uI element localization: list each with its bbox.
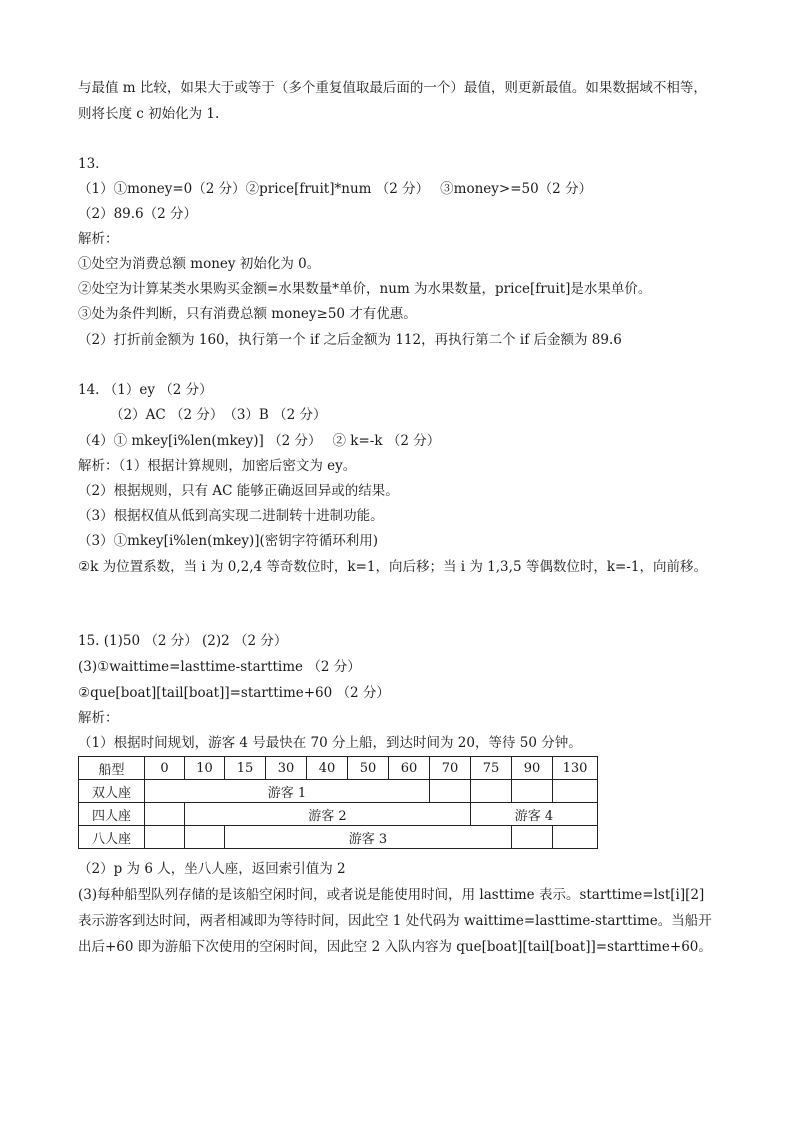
analysis-heading: 解析： — [78, 710, 119, 726]
text-line: ②处空为计算某类水果购买金额=水果数量*单价，num 为水果数量，price[fruit]是水果单价。 — [78, 281, 652, 297]
text-line: （3）根据权值从低到高实现二进制转十进制功能。 — [78, 508, 384, 524]
table-header-cell: 40 — [307, 757, 348, 780]
empty-cell — [145, 803, 185, 826]
table-header-cell: 30 — [266, 757, 307, 780]
table-header-cell: 90 — [512, 757, 553, 780]
answer-line: （1）①money=0（2 分）②price[fruit]*num （2 分） ③money>=50（2 分） — [78, 181, 593, 197]
text-line: ①处空为消费总额 money 初始化为 0。 — [78, 256, 321, 272]
text-line: 则将长度 c 初始化为 1. — [78, 106, 220, 122]
answer-line: ②que[boat][tail[boat]]=starttime+60 （2 分） — [78, 685, 390, 701]
table-header-cell: 0 — [145, 757, 185, 780]
answer-line: 14. （1）ey （2 分） — [78, 382, 213, 398]
text-line: （2）p 为 6 人，坐八人座，返回索引值为 2 — [78, 861, 346, 877]
visitor-span: 游客 1 — [145, 780, 430, 803]
table-header-cell: 50 — [348, 757, 389, 780]
visitor-span: 游客 3 — [225, 826, 512, 849]
empty-cell — [471, 780, 512, 803]
row-label: 四人座 — [79, 803, 145, 826]
table-header-cell: 10 — [185, 757, 225, 780]
text-line: 与最值 m 比较，如果大于或等于（多个重复值取最后面的一个）最值，则更新最值。如果数据域不相等， — [78, 80, 707, 96]
answer-line: （2）AC （2 分） （3）B （2 分） — [110, 407, 327, 423]
empty-cell — [185, 826, 225, 849]
table-row — [79, 803, 598, 826]
text-line: 表示游客到达时间，两者相减即为等待时间，因此空 1 处代码为 waittime=lasttime-starttime。当船开 — [78, 913, 712, 929]
text-line: （2）根据规则，只有 AC 能够正确返回异或的结果。 — [78, 483, 399, 499]
table-header-cell: 60 — [389, 757, 430, 780]
row-label: 双人座 — [79, 780, 145, 803]
empty-cell — [145, 826, 185, 849]
empty-cell — [512, 780, 553, 803]
table-header-cell: 70 — [430, 757, 471, 780]
text-line: （1）根据时间规划，游客 4 号最快在 70 分上船，到达时间为 20，等待 50 分钟。 — [78, 735, 582, 751]
boat-schedule-table — [78, 756, 598, 849]
table-header-row — [79, 757, 598, 780]
text-line: （2）打折前金额为 160，执行第一个 if 之后金额为 112，再执行第二个 if 后金额为 89.6 — [78, 332, 622, 348]
question-number: 13. — [78, 156, 100, 172]
empty-cell — [512, 826, 553, 849]
visitor-span: 游客 2 — [185, 803, 471, 826]
table-row — [79, 826, 598, 849]
answer-line: （2）89.6（2 分） — [78, 206, 198, 222]
table-row — [79, 780, 598, 803]
table-header-cell: 船型 — [79, 757, 145, 780]
text-line: 出后+60 即为游船下次使用的空闲时间，因此空 2 入队内容为 que[boat][tail[boat]]=starttime+60。 — [78, 939, 712, 955]
table-header-cell: 75 — [471, 757, 512, 780]
table-header-cell: 15 — [225, 757, 266, 780]
answer-line: (3)①waittime=lasttime-starttime （2 分） — [78, 659, 361, 675]
row-label: 八人座 — [79, 826, 145, 849]
empty-cell — [430, 780, 471, 803]
empty-cell — [553, 826, 598, 849]
text-line: （3）①mkey[i%len(mkey)](密钥字符循环利用) — [78, 533, 379, 549]
analysis-heading: 解析： — [78, 231, 119, 247]
answer-line: 15. (1)50 （2 分） (2)2 （2 分） — [78, 633, 288, 649]
text-line: ③处为条件判断，只有消费总额 money≥50 才有优惠。 — [78, 306, 417, 322]
answer-line: （4）① mkey[i%len(mkey)] （2 分） ② k=-k （2 分） — [78, 433, 441, 449]
empty-cell — [553, 780, 598, 803]
visitor-span: 游客 4 — [471, 803, 598, 826]
text-line: 解析：（1）根据计算规则，加密后密文为 ey。 — [78, 458, 357, 474]
table-header-cell: 130 — [553, 757, 598, 780]
text-line: ②k 为位置系数，当 i 为 0,2,4 等奇数位时，k=1，向后移；当 i 为 1,3,5 等偶数位时，k=-1，向前移。 — [78, 559, 707, 575]
text-line: (3)每种船型队列存储的是该船空闲时间，或者说是能使用时间，用 lasttime 表示。starttime=lst[i][2] — [78, 887, 705, 903]
